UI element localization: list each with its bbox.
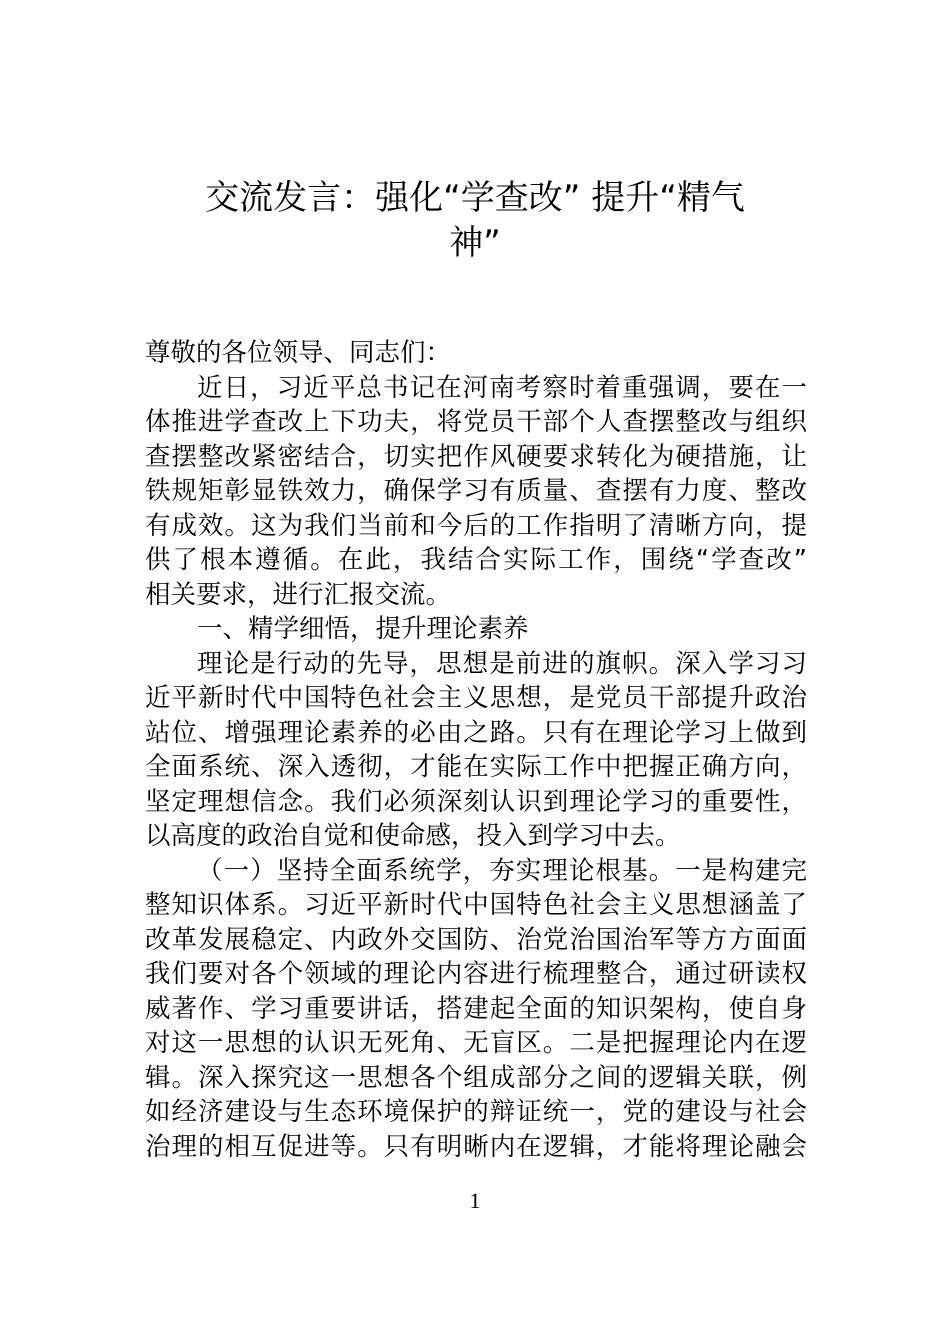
text-line: 全面系统、深入透彻，才能在实际工作中把握正确方向， [145,752,807,782]
document-title-line-2: 神” [449,223,501,263]
text-line: 尊敬的各位领导、同志们： [145,338,452,368]
text-line: 治理的相互促进等。只有明晰内在逻辑，才能将理论融会 [145,1131,807,1162]
text-line: 有成效。这为我们当前和今后的工作指明了清晰方向，提 [145,510,807,541]
paragraph [145,647,807,854]
text-line: （一）坚持全面系统学，夯实理论根基。一是构建完 [197,855,807,886]
text-line: 铁规矩彰显铁效力，确保学习有质量、查摆有力度、整改 [145,476,807,506]
text-line: 我们要对各个领域的理论内容进行梳理整合，通过研读权 [145,959,807,989]
section-heading [145,612,807,647]
text-line: 如经济建设与生态环境保护的辩证统一，党的建设与社会 [145,1097,807,1127]
document-body [145,336,807,1164]
paragraph [145,854,807,1165]
text-line: 坚定理想信念。我们必须深刻认识到理论学习的重要性， [145,786,807,817]
text-line: 一、精学细悟，提升理论素养 [197,614,529,644]
text-line: 供了根本遵循。在此，我结合实际工作，围绕“学查改” [145,545,807,575]
text-line: 近平新时代中国特色社会主义思想，是党员干部提升政治 [145,683,807,713]
text-line: 近日，习近平总书记在河南考察时着重强调，要在一 [197,372,807,403]
paragraph [145,336,807,371]
text-line: 整知识体系。习近平新时代中国特色社会主义思想涵盖了 [145,890,807,920]
page-number: 1 [469,1188,481,1213]
paragraph [145,371,807,613]
text-line: 威著作、学习重要讲话，搭建起全面的知识架构，使自身 [145,993,807,1024]
text-line: 改革发展稳定、内政外交国防、治党治国治军等方方面面 [145,924,807,955]
text-line: 查摆整改紧密结合，切实把作风硬要求转化为硬措施，让 [145,441,807,472]
text-line: 对这一思想的认识无死角、无盲区。二是把握理论内在逻 [145,1028,807,1058]
text-line: 理论是行动的先导，思想是前进的旗帜。深入学习习 [197,648,807,679]
text-line: 辑。深入探究这一思想各个组成部分之间的逻辑关联，例 [145,1062,807,1093]
text-line: 体推进学查改上下功夫，将党员干部个人查摆整改与组织 [145,407,807,437]
text-line: 以高度的政治自觉和使命感，投入到学习中去。 [145,821,681,851]
document-title-line-1: 交流发言：强化“学查改” 提升“精气 [205,178,745,218]
text-line: 站位、增强理论素养的必由之路。只有在理论学习上做到 [145,717,807,748]
text-line: 相关要求，进行汇报交流。 [145,579,452,610]
